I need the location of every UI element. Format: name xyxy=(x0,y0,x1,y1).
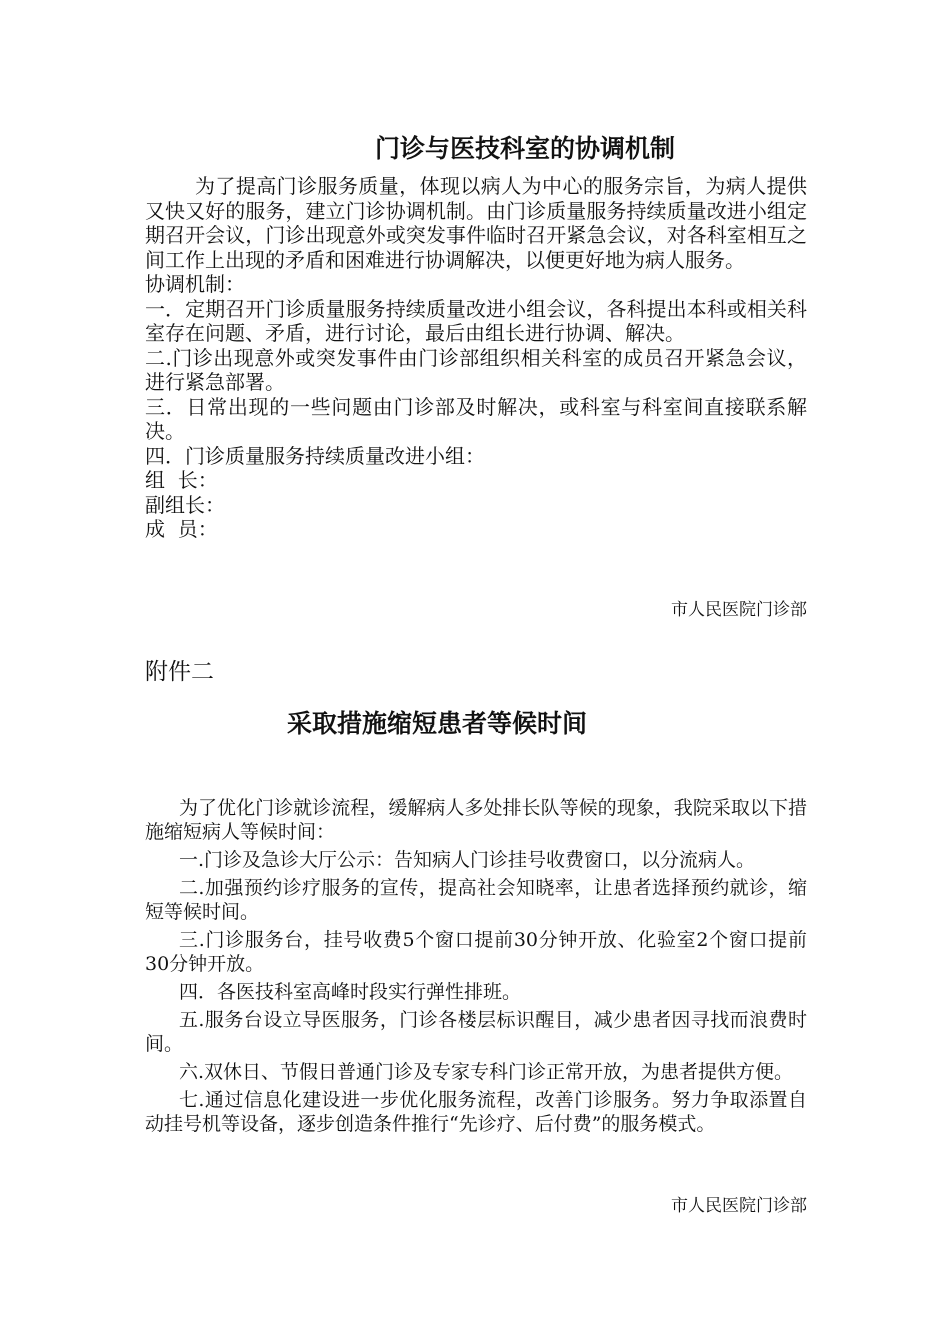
section1-title: 门诊与医技科室的协调机制 xyxy=(375,134,676,163)
section1-body xyxy=(145,174,807,542)
section1-intro: 为了提高门诊服务质量，体现以病人为中心的服务宗旨，为病人提供又快又好的服务，建立门诊协调机制。由门诊质量服务持续质量改进小组定期召开会议，门诊出现意外或突发事件临时召开紧急会议，对各科室相互之间工作上出现的矛盾和困难进行协调解决，以便更好地为病人服务。 xyxy=(145,174,807,272)
measure-item-6: 六.双休日、节假日普通门诊及专家专科门诊正常开放，为患者提供方便。 xyxy=(179,1061,794,1083)
measure-item-1: 一.门诊及急诊大厅公示：告知病人门诊挂号收费窗口，以分流病人。 xyxy=(179,849,756,871)
mechanism-heading: 协调机制： xyxy=(145,272,245,296)
measure-item-2: 二.加强预约诊疗服务的宣传，提高社会知晓率，让患者选择预约就诊，缩短等候时间。 xyxy=(145,877,807,923)
annex-label: 附件二 xyxy=(145,659,214,685)
measure-item-3: 三.门诊服务台，挂号收费5个窗口提前30分钟开放、化验室2个窗口提前30分钟开放。 xyxy=(145,929,807,975)
mechanism-item-4: 四．门诊质量服务持续质量改进小组： xyxy=(145,443,485,468)
section2-body xyxy=(145,796,807,1140)
role-leader: 组 长： xyxy=(145,468,218,492)
measure-item-5: 五.服务台设立导医服务，门诊各楼层标识醒目，减少患者因寻找而浪费时间。 xyxy=(145,1009,807,1055)
measure-item-7: 七.通过信息化建设进一步优化服务流程，改善门诊服务。努力争取添置自动挂号机等设备，逐步创造条件推行“先诊疗、后付费”的服务模式。 xyxy=(145,1089,807,1135)
measure-item-4: 四．各医技科室高峰时段实行弹性排班。 xyxy=(179,981,522,1003)
section1-signature: 市人民医院门诊部 xyxy=(671,600,807,620)
section1-signature-block xyxy=(145,598,807,622)
role-members: 成 员： xyxy=(145,517,218,541)
section2-signature-block xyxy=(145,1194,807,1218)
section2-title: 采取措施缩短患者等候时间 xyxy=(287,709,588,738)
section2-signature: 市人民医院门诊部 xyxy=(671,1196,807,1216)
mechanism-item-1: 一．定期召开门诊质量服务持续质量改进小组会议，各科提出本科或相关科室存在问题、矛盾，进行讨论，最后由组长进行协调、解决。 xyxy=(145,296,807,345)
role-deputy-leader: 副组长： xyxy=(145,492,225,517)
mechanism-item-3: 三．日常出现的一些问题由门诊部及时解决，或科室与科室间直接联系解决。 xyxy=(145,394,807,443)
mechanism-item-2: 二.门诊出现意外或突发事件由门诊部组织相关科室的成员召开紧急会议，进行紧急部署。 xyxy=(145,345,807,394)
section2-intro: 为了优化门诊就诊流程，缓解病人多处排长队等候的现象，我院采取以下措施缩短病人等候时间： xyxy=(145,797,807,843)
